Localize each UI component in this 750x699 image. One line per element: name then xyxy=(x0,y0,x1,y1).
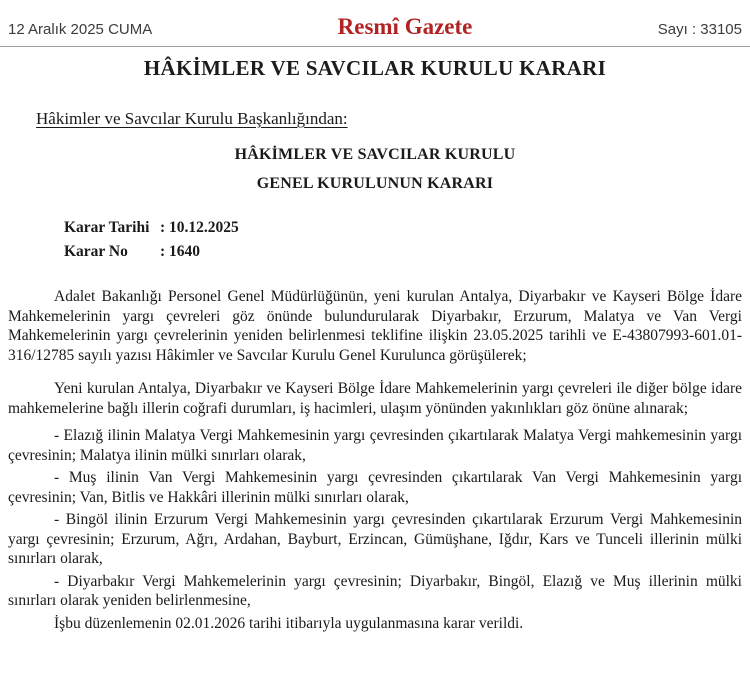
authority-heading: Hâkimler ve Savcılar Kurulu Başkanlığından: xyxy=(36,109,348,128)
decision-meta xyxy=(64,216,750,264)
decision-body xyxy=(8,287,742,633)
decision-no-label: Karar No xyxy=(64,243,128,260)
masthead xyxy=(0,0,750,47)
paragraph-item-elazig: - Elazığ ilinin Malatya Vergi Mahkemesinin yargı çevresinden çıkartılarak Malatya Vergi mahkemesinin yargı çevresinin; Malatya ilinin mülki sınırları olarak, xyxy=(8,427,742,464)
paragraph-intro: Adalet Bakanlığı Personel Genel Müdürlüğünün, yeni kurulan Antalya, Diyarbakır ve Kayseri Bölge İdare Mahkemelerinin yargı çevreleri göz önünde bulundurularak Diyarbakır, Erzurum, Malatya ve Van Vergi Mahkemelerinin yargı çevrelerinin yeniden belirlenmesi teklifine ilişkin 23.05.2025 tarihli ve E-43807993-601.01-316/12785 sayılı yazısı Hâkimler ve Savcılar Kurulu Genel Kurulunca görüşülerek; xyxy=(8,288,742,364)
publication-date: 12 Aralık 2025 CUMA xyxy=(8,21,153,38)
paragraph-item-mus: - Muş ilinin Van Vergi Mahkemesinin yargı çevresinden çıkartılarak Van Vergi Mahkemesinin yargı çevresinin; Van, Bitlis ve Hakkâri illerinin mülki sınırları olarak, xyxy=(8,469,742,506)
paragraph-considerations: Yeni kurulan Antalya, Diyarbakır ve Kayseri Bölge İdare Mahkemelerinin yargı çevreleri ile diğer bölge idare mahkemelerine bağlı illerin coğrafi durumları, iş hacimleri, ulaşım yönünden yakınlıkları göz önüne alınarak; xyxy=(8,380,742,417)
decision-title-line1: HÂKİMLER VE SAVCILAR KURULU xyxy=(234,146,516,163)
decision-date-row xyxy=(64,216,750,240)
decision-date-value: : 10.12.2025 xyxy=(160,219,239,236)
decision-title-line2: GENEL KURULUNUN KARARI xyxy=(256,175,494,192)
issue-number: Sayı : 33105 xyxy=(657,21,742,38)
paragraph-item-bingol: - Bingöl ilinin Erzurum Vergi Mahkemesinin yargı çevresinden çıkartılarak Erzurum Vergi Mahkemesinin yargı çevresinin; Erzurum, Ağrı, Ardahan, Bayburt, Erzincan, Gümüşhane, Iğdır, Kars ve Tunceli illerinin mülki sınırları olarak, xyxy=(8,511,742,567)
decision-date-label: Karar Tarihi xyxy=(64,219,150,236)
decision-no-value: : 1640 xyxy=(160,243,201,260)
paragraph-item-diyarbakir: - Diyarbakır Vergi Mahkemelerinin yargı çevresinin; Diyarbakır, Bingöl, Elazığ ve Muş illerinin mülki sınırları olarak yeniden belirlenmesine, xyxy=(8,572,742,609)
paragraph-effective-date: İşbu düzenlemenin 02.01.2026 tarihi itibarıyla uygulanmasına karar verildi. xyxy=(54,614,524,632)
gazette-title: Resmî Gazete xyxy=(337,14,473,39)
decision-no-row xyxy=(64,240,750,264)
page-title: HÂKİMLER VE SAVCILAR KURULU KARARI xyxy=(143,56,607,80)
